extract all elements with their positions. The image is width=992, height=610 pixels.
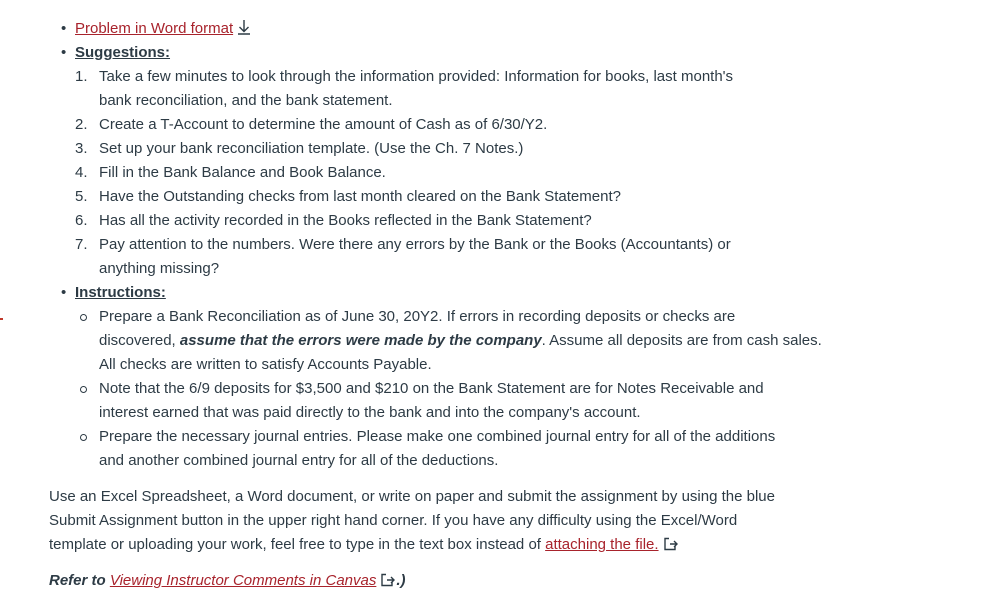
refer-line: Refer to Viewing Instructor Comments in Canvas .)	[49, 572, 406, 589]
instructions-list	[75, 305, 835, 473]
instructor-comments-link[interactable]: Viewing Instructor Comments in Canvas	[109, 572, 377, 589]
suggestions-heading: Suggestions:	[75, 44, 171, 61]
suggestion-item: 7. Pay attention to the numbers. Were there any errors by the Bank or the Books (Accountants) or anything missing?	[75, 236, 731, 277]
instruction-item: Prepare the necessary journal entries. Please make one combined journal entry for all of the additions and another combined journal entry for all of the deductions.	[75, 425, 835, 473]
attaching-file-link[interactable]: attaching the file.	[545, 536, 659, 553]
suggestion-item: 4. Fill in the Bank Balance and Book Balance.	[75, 164, 386, 181]
suggestion-item: 1. Take a few minutes to look through the information provided: Information for books, last month's bank reconciliation, and the bank statement.	[75, 68, 734, 109]
problem-bullet	[75, 17, 835, 41]
external-link-icon[interactable]	[663, 537, 679, 551]
instructions-heading: Instructions:	[75, 284, 166, 301]
instruction-item: Prepare a Bank Reconciliation as of June 30, 20Y2. If errors in recording deposits or checks are discovered, assume that the errors were made by the company. Assume all deposits are from cash sales. All checks are written to satisfy Accounts Payable.	[75, 305, 835, 377]
instructions-bullet	[75, 281, 835, 473]
problem-word-link[interactable]: Problem in Word format	[75, 20, 234, 37]
suggestion-item: 2. Create a T-Account to determine the amount of Cash as of 6/30/Y2.	[75, 116, 548, 133]
suggestion-item: 5. Have the Outstanding checks from last month cleared on the Bank Statement?	[75, 188, 621, 205]
instruction-item: Note that the 6/9 deposits for $3,500 and $210 on the Bank Statement are for Notes Receivable and interest earned that was paid directly to the bank and into the company's account.	[75, 377, 835, 425]
suggestions-list	[75, 65, 835, 281]
download-icon[interactable]	[237, 19, 251, 35]
edge-marker	[0, 318, 3, 320]
submission-paragraph: Use an Excel Spreadsheet, a Word document, or write on paper and submit the assignment by using the blue Submit Assignment button in the upper right hand corner. If you have any difficulty using the Excel/Word template or uploading your work, feel free to type in the text box instead of attaching the file.	[49, 488, 775, 553]
assignment-bullet-list	[75, 17, 835, 473]
suggestions-bullet	[75, 41, 835, 281]
external-link-icon[interactable]	[380, 573, 396, 587]
suggestion-item: 6. Has all the activity recorded in the Books reflected in the Bank Statement?	[75, 212, 592, 229]
suggestion-item: 3. Set up your bank reconciliation template. (Use the Ch. 7 Notes.)	[75, 140, 524, 157]
emphasis-text: assume that the errors were made by the company	[179, 332, 542, 349]
